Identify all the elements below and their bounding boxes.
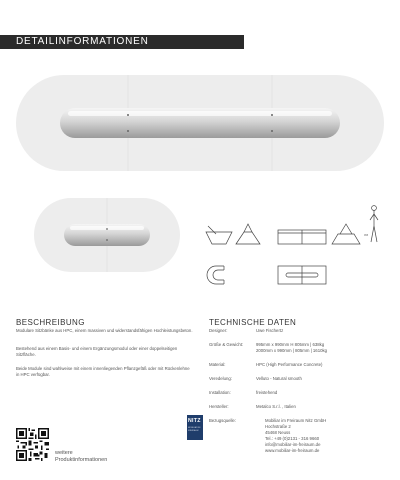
spec-value: freistehend: [256, 390, 278, 395]
spec-label: Bezugsquelle:: [209, 418, 236, 423]
technical-drawings: [194, 196, 390, 298]
spec-value: Uwe Fischertz: [256, 328, 284, 333]
spec-value: Metalco S.r.l. , Italien: [256, 404, 296, 409]
logo-text: NITZ: [188, 418, 201, 424]
bench-small-image: [34, 198, 180, 272]
qr-code[interactable]: [16, 428, 49, 461]
description-paragraph-2: Bestehend aus einem Basis- und einem Ergänzungsmodul oder einer doppelseitigen Sitzfläche.: [16, 346, 178, 357]
spec-label: Größe & Gewicht:: [209, 342, 244, 347]
nitz-logo: [187, 415, 203, 440]
spec-label: Installation:: [209, 390, 231, 395]
technical-heading: TECHNISCHE DATEN: [209, 318, 297, 327]
qr-caption[interactable]: [55, 450, 145, 464]
spec-value: Velluto - Natural smooth: [256, 376, 302, 381]
header-bar: [0, 35, 244, 49]
spec-label: Veredelung:: [209, 376, 232, 381]
height-dimension-label: 995: [364, 234, 369, 237]
description-paragraph-1: Modulare Sitzbänke aus HPC, einem massiven und widerstandsfähigen Hochleistungsbeton.: [16, 328, 193, 333]
page-title: DETAILINFORMATIONEN: [16, 36, 149, 47]
spec-value: HPC (High Performance Concrete): [256, 362, 323, 367]
spec-value: 995mm x 990mm H 805mm | 638kg 2000mm x 990mm | 805mm | 1610kg: [256, 342, 328, 353]
spec-value: Mobiliar im Freiraum Nitz GmbH Hochstraße 2 45468 Neuss Tel.: +49 (0)2131 - 316 9660 info@mobiliar-im-freiraum.de www.mobiliar-im-freiraum.de: [265, 418, 327, 453]
spec-label: Hersteller:: [209, 404, 229, 409]
logo-subtext: MOBILIAR IM FREIRAUM: [188, 427, 201, 432]
spec-label: Designer:: [209, 328, 228, 333]
qr-caption-line2: Produktinformationen: [55, 457, 108, 463]
description-paragraph-3: Beide Module sind wahlweise mit einem innenliegenden Pflanzgefäß oder mit Rückenlehne in HPC verfügbar.: [16, 366, 190, 377]
description-heading: BESCHREIBUNG: [16, 318, 85, 327]
qr-caption-line1: weitere: [55, 450, 73, 456]
bench-large-image: [16, 75, 384, 171]
spec-label: Material:: [209, 362, 226, 367]
